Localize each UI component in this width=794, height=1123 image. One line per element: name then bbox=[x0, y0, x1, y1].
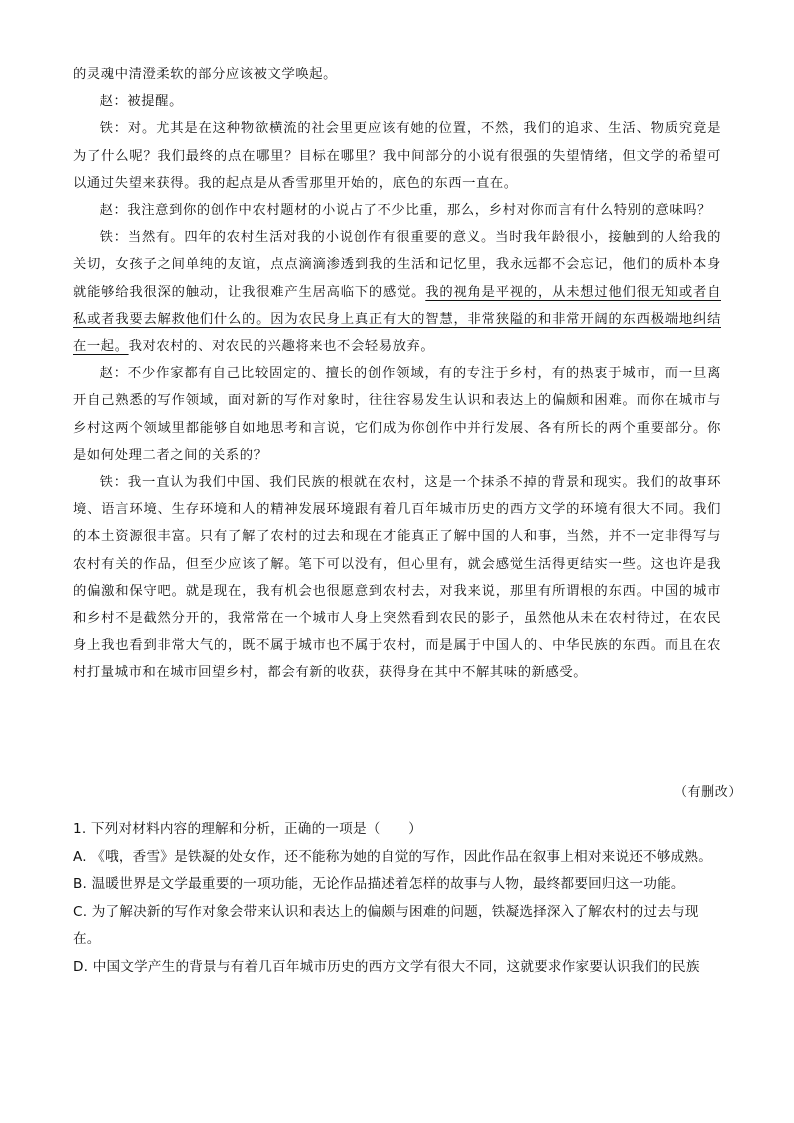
passage-sentence: 我对农村的、对农民的兴趣将来也不会轻易放弃。 bbox=[128, 339, 435, 355]
passage-paragraph: 铁：对。尤其是在这种物欲横流的社会里更应该有她的位置，不然，我们的追求、生活、物质究竟是为了什么呢？我们最终的点在哪里？目标在哪里？我中间部分的小说有很强的失望情绪，但文学的希望可以通过失望来获得。我的起点是从香雪那里开始的，底色的东西一直在。 bbox=[73, 121, 721, 191]
passage-paragraph bbox=[73, 224, 721, 360]
option-b: B. 温暖世界是文学最重要的一项功能，无论作品描述着怎样的故事与人物，最终都要回归这一功能。 bbox=[73, 876, 685, 892]
passage-paragraph: 赵：不少作家都有自己比较固定的、擅长的创作领域，有的专注于乡村，有的热衷于城市，而一旦离开自己熟悉的写作领域，面对新的写作对象时，往往容易发生认识和表达上的偏颇和困难。而你在城市与乡村这两个领域里都能够自如地思考和言说，它们成为你创作中并行发展、各有所长的两个重要部分。你是如何处理二者之间的关系的？ bbox=[73, 366, 721, 463]
passage-paragraph: 的灵魂中清澄柔软的部分应该被文学唤起。 bbox=[73, 67, 338, 82]
passage-paragraph: 铁：我一直认为我们中国、我们民族的根就在农村，这是一个抹杀不掉的背景和现实。我们的故事环境、语言环境、生存环境和人的精神发展环境跟有着几百年城市历史的西方文学的环境有很大不同。我们的本土资源很丰富。只有了解了农村的过去和现在才能真正了解中国的人和事，当然，并不一定非得写与农村有关的作品，但至少应该了解。笔下可以没有，但心里有，就会感觉生活得更结实一些。这也许是我的偏激和保守吧。就是现在，我有机会也很愿意到农村去，对我来说，那里有所谓根的东西。中国的城市和乡村不是截然分开的，我常常在一个城市人身上突然看到农民的影子，虽然他从未在农村待过，在农民身上我也看到非常大气的，既不属于城市也不属于农村，而是属于中国人的、中华民族的东西。而且在农村打量城市和在城市回望乡村，都会有新的收获，获得身在其中不解其味的新感受。 bbox=[73, 475, 721, 681]
passage-paragraph: 赵：被提醒。 bbox=[99, 94, 183, 110]
passage-sentence: 铁：当然有。四年的农村生活对我的小说创作有很重要的意义。当时我年龄很小，接触到的人给我的关切，女孩子之间单纯的友谊，点点滴滴渗透到我的生活和记忆里，我永远都不会忘记，他们的质朴本身就能够给我很深的触动，让我很难产生居高临下的感觉。 bbox=[73, 230, 721, 300]
source-note: （有删改） bbox=[673, 785, 742, 800]
question-block bbox=[73, 816, 721, 981]
option-c: C. 为了解决新的写作对象会带来认识和表达上的偏颇与困难的问题，铁凝选择深入了解农村的过去与现在。 bbox=[73, 903, 699, 947]
option-a: A. 《哦，香雪》是铁凝的处女作，还不能称为她的自觉的写作，因此作品在叙事上相对来说还不够成熟。 bbox=[73, 848, 713, 865]
option-d: D. 中国文学产生的背景与有着几百年城市历史的西方文学有很大不同，这就要求作家要认识我们的民族 bbox=[73, 958, 700, 975]
passage-paragraph: 赵：我注意到你的创作中农村题材的小说占了不少比重，那么，乡村对你而言有什么特别的意味吗？ bbox=[99, 203, 712, 219]
passage-text bbox=[73, 61, 721, 687]
question-stem: 1. 下列对材料内容的理解和分析，正确的一项是（ ） bbox=[73, 821, 422, 837]
underlined-sentence: 我的视角是平视的，从未想过他们很无知或者自私或者我要去解救他们什么的。因为农民身上真正有大的智慧，非常狭隘的和非常开阔的东西极端地纠结在一起。 bbox=[73, 284, 721, 355]
